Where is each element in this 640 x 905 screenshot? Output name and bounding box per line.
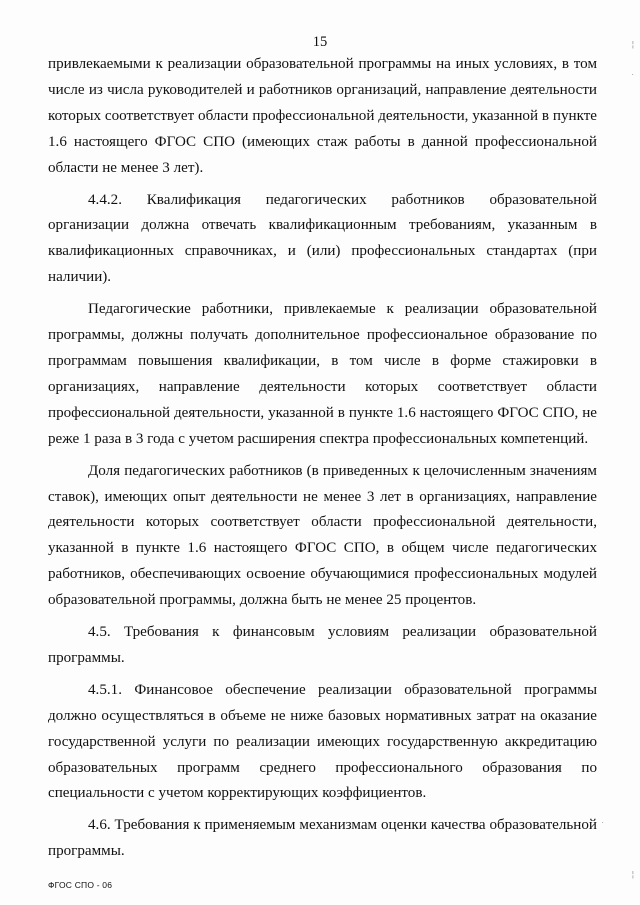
paragraph-4-6: 4.6. Требования к применяемым механизмам оценки качества образовательной программы. bbox=[48, 817, 597, 860]
page-number: 15 bbox=[312, 34, 328, 50]
paragraph-pedagogical-workers: Педагогические работники, привлекаемые к реализации образовательной программы, должны получать дополнительное профессиональное образование по программам повышения квалификации, в том числе в форме стажировки в организациях, направление деятельности которых соответствует области профессиональной деятельности, указанной в пункте 1.6 настоящего ФГОС СПО, не реже 1 раза в 3 года с учетом расширения спектра профессиональных компетенций. bbox=[48, 301, 597, 447]
paragraph-4-5-1: 4.5.1. Финансовое обеспечение реализации образовательной программы должно осуществляться в объеме не ниже базовых нормативных затрат на оказание государственной услуги по реализации имеющих государственную аккредитацию образовательных программ среднего профессионального образования по специальности с учетом корректирующих коэффициентов. bbox=[48, 681, 597, 802]
paragraph-4-4-2: 4.4.2. Квалификация педагогических работников образовательной организации должна отвечать квалификационным требованиям, указанным в квалификационных справочниках, и (или) профессиональных стандартах (при наличии). bbox=[48, 191, 597, 286]
paragraph-continuation: привлекаемыми к реализации образовательной программы на иных условиях, в том числе из числа руководителей и работников организаций, направление деятельности которых соответствует области профессиональной деятельности, указанной в пункте 1.6 настоящего ФГОС СПО (имеющих стаж работы в данной профессиональной области не менее 3 лет). bbox=[48, 56, 597, 176]
scan-artifact-mark: ¦ bbox=[631, 870, 634, 879]
paragraph-4-5: 4.5. Требования к финансовым условиям реализации образовательной программы. bbox=[48, 624, 597, 666]
body-text bbox=[48, 52, 597, 865]
footer-document-code: ФГОС СПО - 06 bbox=[48, 880, 113, 890]
scan-artifact-mark: · bbox=[601, 818, 604, 827]
paragraph-workers-share: Доля педагогических работников (в приведенных к целочисленным значениям ставок), имеющих опыт деятельности не менее 3 лет в организациях, направление деятельности которых соответствует области профессиональной деятельности, указанной в пункте 1.6 настоящего ФГОС СПО, в общем числе педагогических работников, обеспечивающих освоение обучающимися профессиональных модулей образовательной программы, должна быть не менее 25 процентов. bbox=[48, 462, 597, 609]
scan-artifact-mark: · bbox=[631, 70, 634, 79]
scan-artifact-mark: ¦ bbox=[631, 40, 634, 49]
